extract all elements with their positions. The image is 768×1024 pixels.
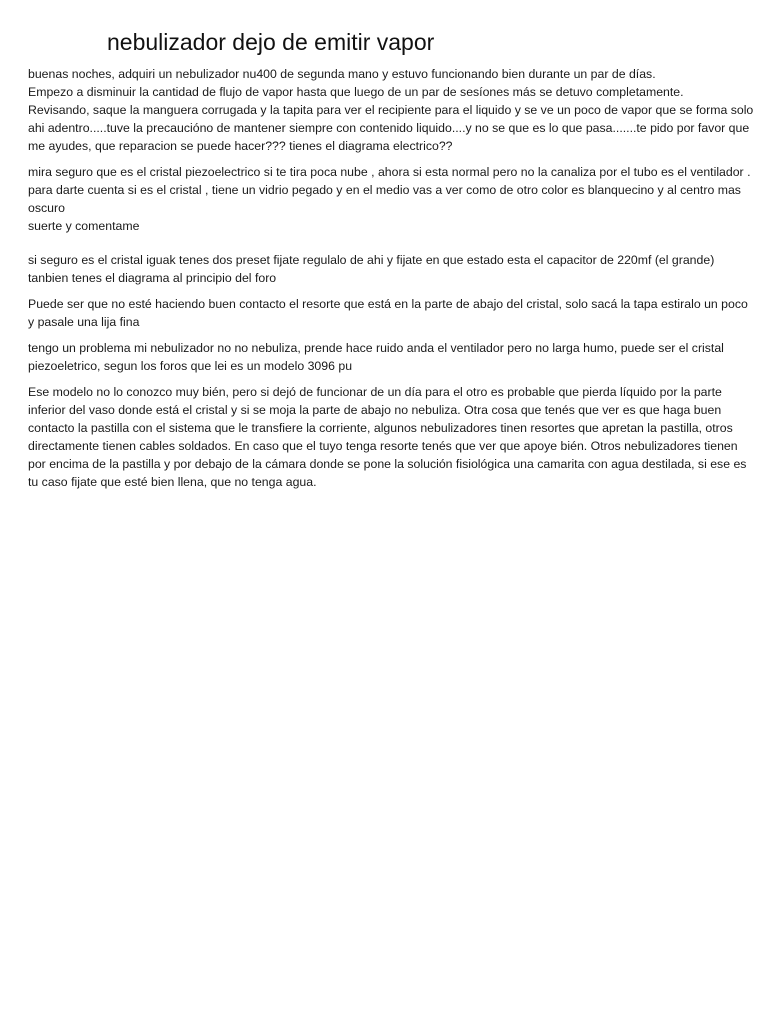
forum-post-reply-3: Puede ser que no esté haciendo buen contacto el resorte que está en la parte de abajo del cristal, solo sacá la tapa estiralo un poco y pasale una lija fina — [28, 297, 748, 329]
forum-post-question: buenas noches, adquiri un nebulizador nu400 de segunda mano y estuvo funcionando bien durante un par de días. Empezo a disminuir la cantidad de flujo de vapor hasta que luego de un par de sesíones más se detuvo completamente. Revisando, saque la manguera corrugada y la tapita para ver el recipiente para el liquido y se ve un poco de vapor que se forma solo ahi adentro.....tuve la precauciónо de mantener siempre con contenido liquido....y no se que es lo que pasa.......te pido por favor que me ayudes, que reparacion se puede hacer??? tienes el diagrama electrico?? — [28, 67, 754, 153]
forum-post-reply-4: tengo un problema mi nebulizador no no nebuliza, prende hace ruido anda el ventilador pero no larga humo, puede ser el cristal piezoeletrico, segun los foros que lei es un modelo 3096 pu — [28, 341, 724, 373]
page-title: nebulizador dejo de emitir vapor — [107, 29, 435, 55]
forum-post-reply-5: Ese modelo no lo conozco muy bién, pero si dejó de funcionar de un día para el otro es probable que pierda líquido por la parte inferior del vaso donde está el cristal y si se moja la parte de abajo no nebuliza. Otra cosa que tenés que ver es que haga buen contacto la pastilla con el sistema que le transfiere la corriente, algunos nebulizadores tinen resortes que apretan la pastilla, otros directamente tienen cables soldados. En caso que el tuyo tenga resorte tenés que ver que apoye bién. Otros nebulizadores tienen por encima de la pastilla y por debajo de la cámara donde se pone la solución fisiológica una camarita con agua destilada, si ese es tu caso fijate que esté bien llena, que no tenga agua. — [28, 385, 747, 489]
thread-body — [28, 65, 756, 499]
forum-post-reply-2: si seguro es el cristal iguak tenes dos preset fijate regulalo de ahi y fijate en que estado esta el capacitor de 220mf (el grande) tanbien tenes el diagrama al principio del foro — [28, 253, 715, 285]
forum-post-reply-1: mira seguro que es el cristal piezoelectrico si te tira poca nube , ahora si esta normal pero no la canaliza por el tubo es el ventilador . para darte cuenta si es el cristal , tiene un vidrio pegado y en el medio vas a ver como de otro color es blanquecino y al centro mas oscuro suerte y comentame — [28, 165, 751, 233]
